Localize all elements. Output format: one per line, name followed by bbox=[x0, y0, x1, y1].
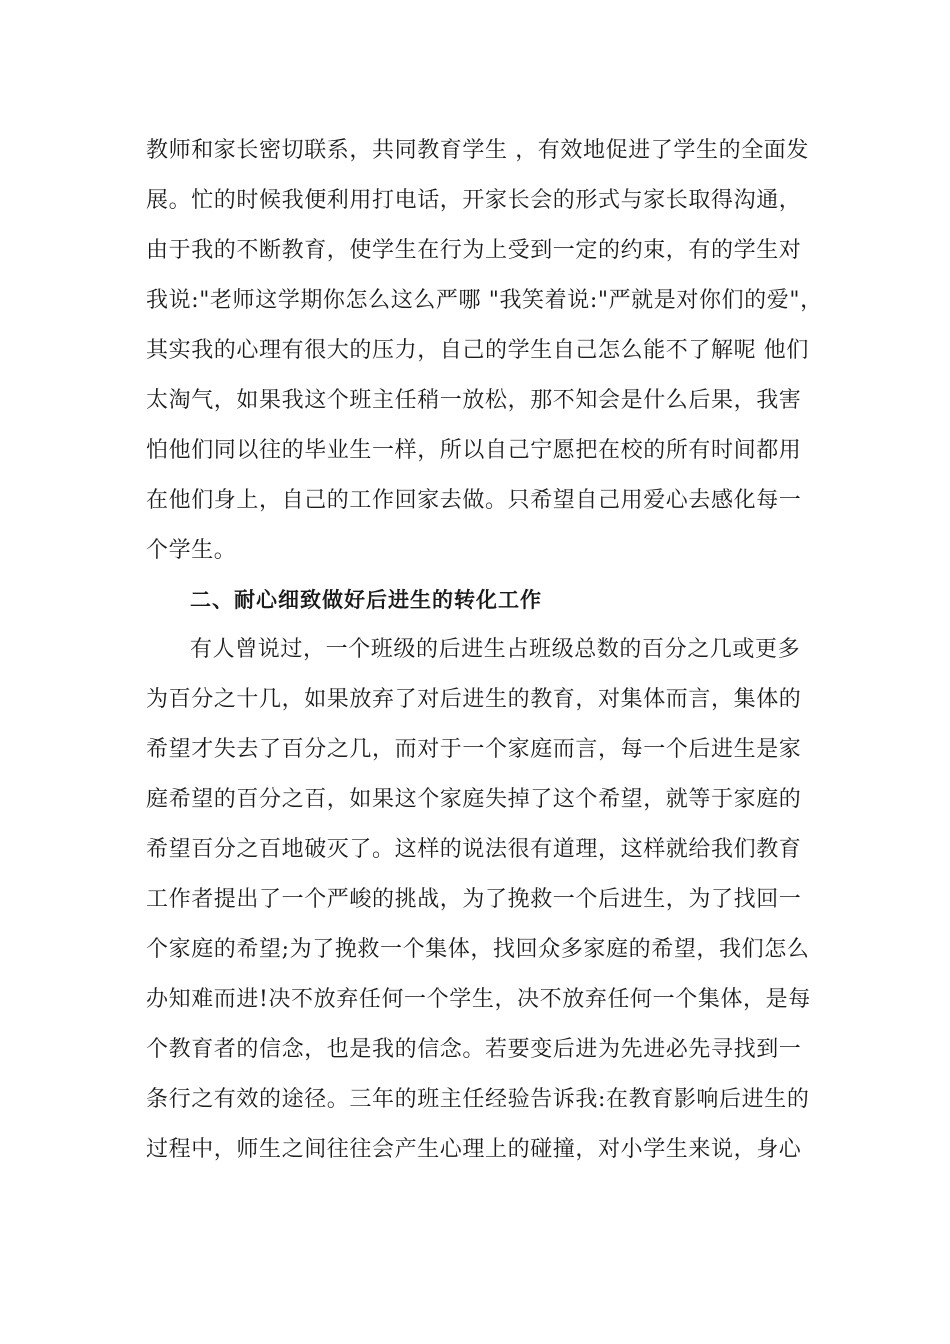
paragraph-1-line: 展。忙的时候我便利用打电话，开家长会的形式与家长取得沟通， bbox=[146, 188, 802, 213]
paragraph-2-line: 个教育者的信念，也是我的信念。若要变后进为先进必先寻找到一 bbox=[146, 1037, 802, 1062]
paragraph-1-line: 教师和家长密切联系，共同教育学生 ，有效地促进了学生的全面发 bbox=[146, 138, 809, 163]
paragraph-1-line: 我说:"老师这学期你怎么这么严哪 "我笑着说:"严就是对你们的爱"， bbox=[146, 288, 823, 313]
paragraph-1-line: 个学生。 bbox=[146, 538, 237, 563]
paragraph-1-line: 其实我的心理有很大的压力，自己的学生自己怎么能不了解呢 他们 bbox=[146, 338, 809, 363]
paragraph-2-line: 希望百分之百地破灭了。这样的说法很有道理，这样就给我们教育 bbox=[146, 837, 802, 862]
paragraph-1-line: 在他们身上，自己的工作回家去做。只希望自己用爱心去感化每一 bbox=[146, 488, 802, 513]
paragraph-1-line: 由于我的不断教育，使学生在行为上受到一定的约束，有的学生对 bbox=[146, 238, 802, 263]
paragraph-2-line: 为百分之十几，如果放弃了对后进生的教育，对集体而言，集体的 bbox=[146, 687, 802, 712]
paragraph-1-line: 怕他们同以往的毕业生一样，所以自己宁愿把在校的所有时间都用 bbox=[146, 438, 802, 463]
paragraph-2-line: 个家庭的希望;为了挽救一个集体，找回众多家庭的希望，我们怎么 bbox=[146, 937, 810, 962]
paragraph-2-line: 有人曾说过，一个班级的后进生占班级总数的百分之几或更多 bbox=[190, 637, 801, 662]
paragraph-2-line: 过程中，师生之间往往会产生心理上的碰撞，对小学生来说，身心 bbox=[146, 1137, 802, 1162]
paragraph-1-line: 太淘气，如果我这个班主任稍一放松，那不知会是什么后果，我害 bbox=[146, 388, 802, 413]
paragraph-2-line: 希望才失去了百分之几，而对于一个家庭而言，每一个后进生是家 bbox=[146, 737, 802, 762]
paragraph-2-line: 办知难而进!决不放弃任何一个学生，决不放弃任何一个集体，是每 bbox=[146, 987, 811, 1012]
paragraph-2-line: 工作者提出了一个严峻的挑战，为了挽救一个后进生，为了找回一 bbox=[146, 887, 802, 912]
section-heading: 二、耐心细致做好后进生的转化工作 bbox=[190, 588, 542, 612]
paragraph-2-line: 庭希望的百分之百，如果这个家庭失掉了这个希望，就等于家庭的 bbox=[146, 787, 802, 812]
paragraph-2-line: 条行之有效的途径。三年的班主任经验告诉我:在教育影响后进生的 bbox=[146, 1087, 810, 1112]
